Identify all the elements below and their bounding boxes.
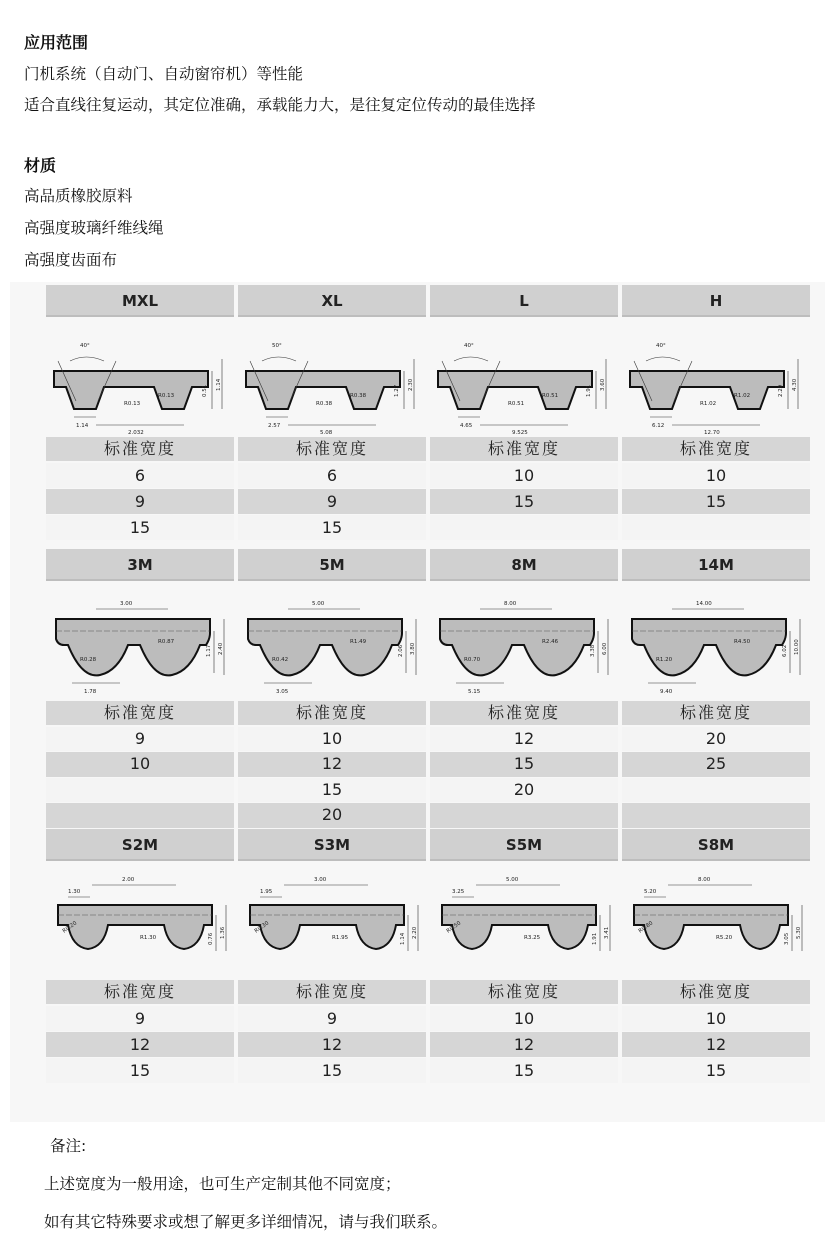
standard-width-label: 标准宽度 — [430, 437, 618, 461]
dimension-label: R4.50 — [734, 639, 751, 645]
width-value: 15 — [430, 752, 618, 777]
dimension-label: 5.20 — [644, 889, 657, 895]
dimension-label: R0.50 — [445, 920, 463, 935]
width-value — [622, 778, 810, 803]
width-value: 20 — [430, 778, 618, 803]
dimension-label: R0.13 — [124, 401, 141, 407]
dimension-label: 8.00 — [698, 877, 711, 883]
dimension-label: R1.02 — [734, 393, 751, 399]
dimension-label: 3.05 — [784, 932, 790, 945]
width-value: 12 — [622, 1032, 810, 1057]
width-value — [622, 803, 810, 828]
dimension-label: 1.14 — [216, 378, 222, 391]
dimension-label: 1.78 — [84, 689, 97, 695]
profile-diagram — [238, 863, 426, 980]
width-value: 10 — [430, 463, 618, 488]
dimension-label: 8.00 — [504, 601, 517, 607]
profile-header: L — [430, 285, 618, 317]
dimension-label: 2.57 — [268, 423, 281, 429]
standard-width-label: 标准宽度 — [622, 701, 810, 725]
dimension-label: 2.40 — [218, 642, 224, 655]
dimension-label: 1.14 — [400, 932, 406, 945]
width-value: 9 — [238, 1006, 426, 1031]
dimension-label: 2.29 — [778, 384, 784, 397]
standard-width-label: 标准宽度 — [238, 437, 426, 461]
width-value: 12 — [430, 727, 618, 752]
dimension-label: R0.13 — [158, 393, 175, 399]
profile-header: H — [622, 285, 810, 317]
dimension-label: R1.49 — [350, 639, 367, 645]
width-value — [430, 515, 618, 540]
width-value — [46, 803, 234, 828]
dimension-label: 3.60 — [600, 378, 606, 391]
material-line: 高强度玻璃纤维线绳 — [24, 219, 164, 237]
standard-width-label: 标准宽度 — [622, 980, 810, 1004]
notes-line: 如有其它特殊要求或想了解更多详细情况，请与我们联系。 — [44, 1213, 448, 1231]
profile-header: 5M — [238, 549, 426, 581]
dimension-label: R0.70 — [464, 657, 481, 663]
dimension-label: 1.91 — [586, 384, 592, 397]
standard-width-label: 标准宽度 — [238, 980, 426, 1004]
width-value: 6 — [46, 463, 234, 488]
standard-width-label: 标准宽度 — [430, 701, 618, 725]
dimension-label: 3.00 — [314, 877, 327, 883]
dimension-label: 6.02 — [782, 644, 788, 657]
width-value — [430, 803, 618, 828]
dimension-label: 3.25 — [452, 889, 465, 895]
dimension-label: R0.38 — [316, 401, 333, 407]
dimension-label: R1.30 — [140, 935, 157, 941]
dimension-label: 1.36 — [220, 926, 226, 939]
width-value: 9 — [46, 727, 234, 752]
width-value: 15 — [46, 515, 234, 540]
width-value: 15 — [622, 489, 810, 514]
application-line: 适合直线往复运动，其定位准确，承载能力大，是往复定位传动的最佳选择 — [24, 96, 536, 114]
width-value: 10 — [46, 752, 234, 777]
width-value: 9 — [46, 1006, 234, 1031]
dimension-label: 1.14 — [76, 423, 89, 429]
standard-width-label: 标准宽度 — [46, 437, 234, 461]
profile-diagram — [430, 863, 618, 980]
dimension-label: R5.20 — [716, 935, 733, 941]
standard-width-label: 标准宽度 — [46, 980, 234, 1004]
profile-diagram — [238, 319, 426, 435]
material-title: 材质 — [24, 156, 57, 175]
dimension-label: 0.76 — [208, 932, 214, 945]
dimension-label: 6.12 — [652, 423, 665, 429]
dimension-label: 1.27 — [394, 384, 400, 397]
material-line: 高强度齿面布 — [24, 251, 118, 269]
width-value: 15 — [238, 515, 426, 540]
width-value: 12 — [238, 752, 426, 777]
width-value: 12 — [46, 1032, 234, 1057]
dimension-label: 4.65 — [460, 423, 473, 429]
profile-header: MXL — [46, 285, 234, 317]
profile-header: S8M — [622, 829, 810, 861]
profile-header: S3M — [238, 829, 426, 861]
profile-header: S2M — [46, 829, 234, 861]
dimension-label: R0.30 — [253, 920, 271, 935]
width-value: 10 — [430, 1006, 618, 1031]
dimension-label: R0.87 — [158, 639, 175, 645]
dimension-label: 3.00 — [120, 601, 133, 607]
dimension-label: 1.95 — [260, 889, 273, 895]
dimension-label: 3.41 — [604, 926, 610, 939]
width-value: 20 — [622, 727, 810, 752]
dimension-label: 5.15 — [468, 689, 481, 695]
dimension-label: R1.02 — [700, 401, 717, 407]
dimension-label: 14.00 — [696, 601, 712, 607]
dimension-label: 2.032 — [128, 430, 144, 436]
width-value: 15 — [46, 1058, 234, 1083]
dimension-label: R1.20 — [656, 657, 673, 663]
profile-diagram — [238, 583, 426, 701]
width-value: 12 — [430, 1032, 618, 1057]
width-value: 9 — [46, 489, 234, 514]
standard-width-label: 标准宽度 — [430, 980, 618, 1004]
width-value: 15 — [622, 1058, 810, 1083]
dimension-label: 4.30 — [792, 378, 798, 391]
dimension-label: R2.46 — [542, 639, 559, 645]
profile-diagram — [430, 583, 618, 701]
profile-header: XL — [238, 285, 426, 317]
dimension-label: 1.30 — [68, 889, 81, 895]
dimension-label: R0.38 — [350, 393, 367, 399]
dimension-label: 5.08 — [320, 430, 333, 436]
width-value: 10 — [622, 463, 810, 488]
dimension-label: 1.91 — [592, 932, 598, 945]
dimension-label: 9.525 — [512, 430, 528, 436]
profile-diagram — [430, 319, 618, 435]
dimension-label: 0.51 — [202, 384, 208, 397]
width-value: 25 — [622, 752, 810, 777]
width-value: 15 — [238, 778, 426, 803]
profile-header: S5M — [430, 829, 618, 861]
dimension-label: 2.20 — [412, 926, 418, 939]
profile-diagram — [46, 863, 234, 980]
width-value: 15 — [430, 1058, 618, 1083]
width-value: 12 — [238, 1032, 426, 1057]
dimension-label: 2.06 — [398, 644, 404, 657]
profile-diagram — [46, 583, 234, 701]
dimension-label: 40° — [80, 343, 90, 349]
dimension-label: 50° — [272, 343, 282, 349]
width-value: 9 — [238, 489, 426, 514]
dimension-label: R0.51 — [542, 393, 559, 399]
width-value: 15 — [430, 489, 618, 514]
material-line: 高品质橡胶原料 — [24, 187, 133, 205]
width-value: 15 — [238, 1058, 426, 1083]
profile-diagram — [46, 319, 234, 435]
application-title: 应用范围 — [24, 33, 89, 52]
dimension-label: 5.00 — [506, 877, 519, 883]
profile-header: 3M — [46, 549, 234, 581]
profile-header: 8M — [430, 549, 618, 581]
dimension-label: 1.17 — [206, 644, 212, 657]
dimension-label: 10.00 — [794, 639, 800, 655]
dimension-label: 40° — [464, 343, 474, 349]
dimension-label: 5.00 — [312, 601, 325, 607]
standard-width-label: 标准宽度 — [238, 701, 426, 725]
profile-diagram — [622, 583, 810, 701]
dimension-label: 3.80 — [410, 642, 416, 655]
notes-title: 备注: — [50, 1137, 87, 1155]
width-value: 20 — [238, 803, 426, 828]
dimension-label: R1.95 — [332, 935, 349, 941]
profile-header: 14M — [622, 549, 810, 581]
dimension-label: R0.20 — [61, 920, 79, 935]
width-value: 10 — [238, 727, 426, 752]
application-line: 门机系统（自动门、自动窗帘机）等性能 — [24, 65, 304, 83]
width-value — [46, 778, 234, 803]
standard-width-label: 标准宽度 — [46, 701, 234, 725]
dimension-label: 2.00 — [122, 877, 135, 883]
dimension-label: R0.51 — [508, 401, 525, 407]
dimension-label: R0.42 — [272, 657, 289, 663]
dimension-label: R0.28 — [80, 657, 97, 663]
dimension-label: 12.70 — [704, 430, 720, 436]
dimension-label: 9.40 — [660, 689, 673, 695]
dimension-label: 5.30 — [796, 926, 802, 939]
dimension-label: 6.00 — [602, 642, 608, 655]
standard-width-label: 标准宽度 — [622, 437, 810, 461]
dimension-label: R0.80 — [637, 920, 655, 935]
dimension-label: R3.25 — [524, 935, 541, 941]
dimension-label: 3.38 — [590, 644, 596, 657]
width-value: 10 — [622, 1006, 810, 1031]
width-value — [622, 515, 810, 540]
notes-line: 上述宽度为一般用途，也可生产定制其他不同宽度； — [44, 1175, 401, 1193]
profile-diagram — [622, 319, 810, 435]
dimension-label: 3.05 — [276, 689, 289, 695]
dimension-label: 40° — [656, 343, 666, 349]
width-value: 6 — [238, 463, 426, 488]
profile-diagram — [622, 863, 810, 980]
dimension-label: 2.30 — [408, 378, 414, 391]
